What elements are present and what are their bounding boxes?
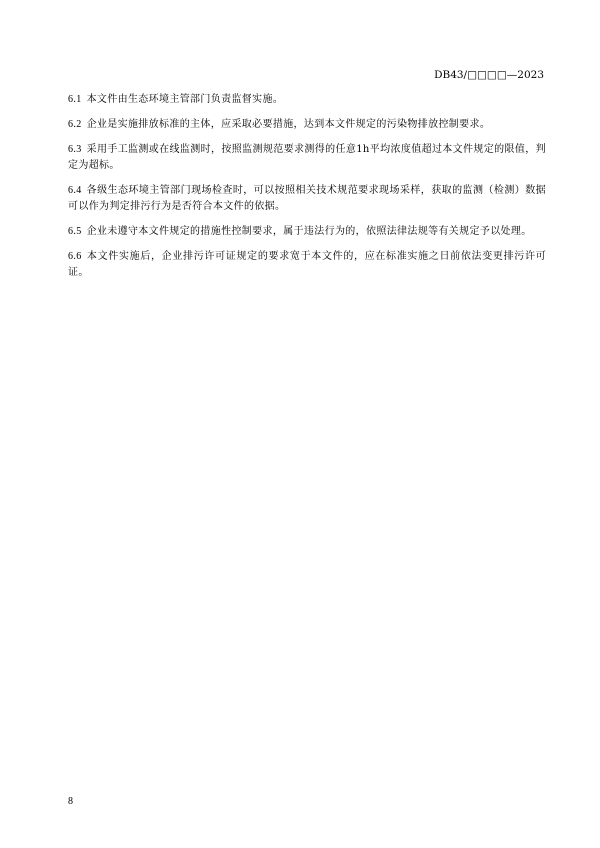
- clause-number: 6.4: [68, 185, 82, 196]
- clause-6-3: [68, 142, 546, 174]
- clause-number: 6.3: [68, 144, 82, 155]
- clause-text: 企业是实施排放标准的主体，应采取必要措施，达到本文件规定的污染物排放控制要求。: [86, 119, 491, 130]
- page-number: 8: [68, 796, 73, 807]
- clause-number: 6.5: [68, 226, 82, 237]
- clause-text: 企业未遵守本文件规定的措施性控制要求，属于违法行为的，依照法律法规等有关规定予以处理。: [86, 226, 532, 237]
- clause-number: 6.6: [68, 251, 82, 262]
- clause-list: [68, 92, 546, 290]
- clause-6-6: [68, 249, 546, 281]
- clause-number: 6.2: [68, 119, 82, 130]
- clause-text: 各级生态环境主管部门现场检查时，可以按照相关技术规范要求现场采样，获取的监测（检测）数据可以作为判定排污行为是否符合本文件的依据。: [68, 185, 546, 212]
- clause-6-4: [68, 183, 546, 215]
- clause-number: 6.1: [68, 94, 82, 105]
- clause-6-1: [68, 92, 546, 108]
- clause-text: 本文件实施后，企业排污许可证规定的要求宽于本文件的，应在标准实施之日前依法变更排污许可证。: [68, 251, 546, 278]
- standard-code-header: DB43/□□□□—2023: [434, 69, 544, 81]
- clause-text: 本文件由生态环境主管部门负责监督实施。: [86, 94, 284, 105]
- clause-6-5: [68, 224, 546, 240]
- clause-text: 采用手工监测或在线监测时，按照监测规范要求测得的任意1h平均浓度值超过本文件规定的限值，判定为超标。: [68, 144, 546, 171]
- clause-6-2: [68, 117, 546, 133]
